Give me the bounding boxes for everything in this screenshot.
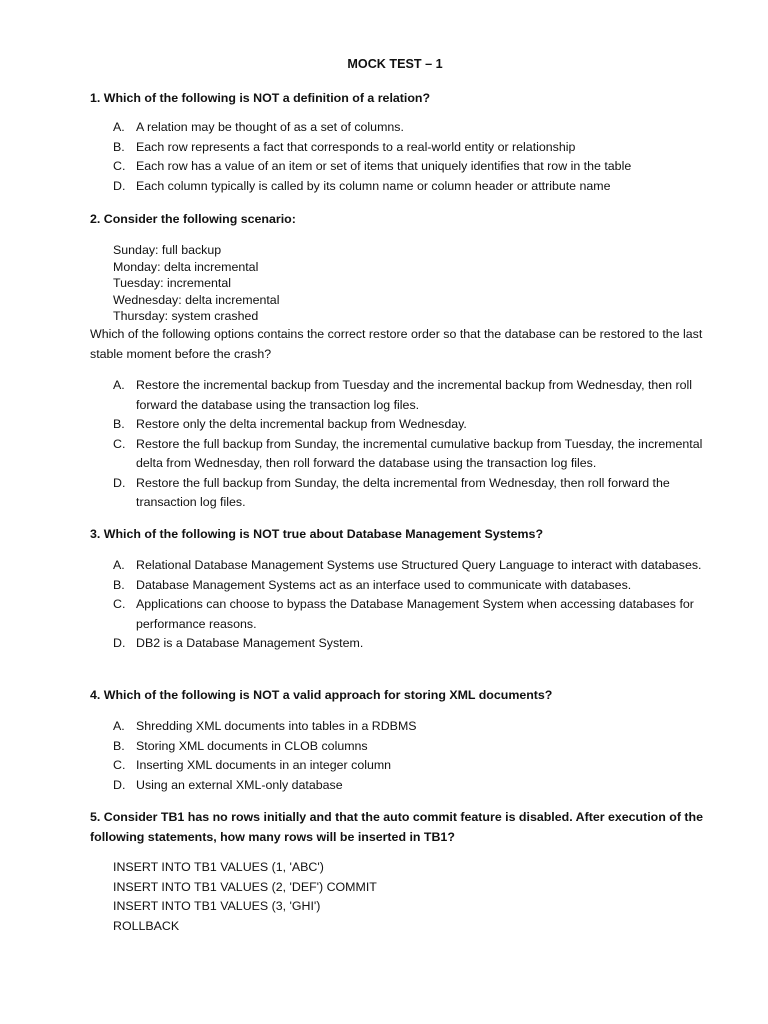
question-5-heading: 5. Consider TB1 has no rows initially and that the auto commit feature is disabled. After execution of the following statements, how many rows will be inserted in TB1? <box>90 810 703 844</box>
question-1-option-c <box>113 157 703 177</box>
question-4-option-c <box>113 756 703 776</box>
page-title: MOCK TEST – 1 <box>347 57 443 71</box>
option-text: Inserting XML documents in an integer column <box>136 758 392 772</box>
question-5-statements <box>113 858 377 936</box>
sql-statement: INSERT INTO TB1 VALUES (1, 'ABC') <box>113 860 324 874</box>
scenario-line: Wednesday: delta incremental <box>113 292 280 307</box>
option-letter: C. <box>113 758 126 772</box>
question-3-option-d <box>113 634 703 654</box>
option-letter: A. <box>113 558 125 572</box>
option-letter: C. <box>113 159 126 173</box>
option-text: Shredding XML documents into tables in a RDBMS <box>136 719 417 733</box>
question-3-heading: 3. Which of the following is NOT true about Database Management Systems? <box>90 527 544 541</box>
option-letter: D. <box>113 777 126 792</box>
question-4-option-a <box>113 717 703 737</box>
scenario-line: Thursday: system crashed <box>113 309 259 323</box>
option-text: A relation may be thought of as a set of columns. <box>136 120 404 134</box>
sql-statement: INSERT INTO TB1 VALUES (3, 'GHI') <box>113 899 321 913</box>
question-2-option-c <box>113 435 703 474</box>
option-text: Restore the incremental backup from Tuesday and the incremental backup from Wednesday, then roll forward the database using the transaction log files. <box>136 378 693 412</box>
question-2-option-d <box>113 474 703 513</box>
option-letter: A. <box>113 719 125 733</box>
option-letter: B. <box>113 738 125 753</box>
option-text: Restore the full backup from Sunday, the delta incremental from Wednesday, then roll forward the transaction log files. <box>136 475 670 509</box>
question-1-option-d <box>113 177 703 197</box>
question-4-options <box>113 717 703 795</box>
question-4-heading: 4. Which of the following is NOT a valid approach for storing XML documents? <box>90 688 553 702</box>
option-text: Applications can choose to bypass the Database Management System when accessing databases for performance reasons. <box>136 597 694 631</box>
option-text: Storing XML documents in CLOB columns <box>136 738 368 753</box>
option-text: Each column typically is called by its column name or column header or attribute name <box>136 178 611 193</box>
option-letter: C. <box>113 436 126 451</box>
option-letter: B. <box>113 417 125 431</box>
option-letter: D. <box>113 636 126 650</box>
option-letter: A. <box>113 120 125 134</box>
question-4-option-d <box>113 776 703 796</box>
option-letter: D. <box>113 475 126 490</box>
question-1-option-b <box>113 138 703 158</box>
question-2-option-b <box>113 415 703 435</box>
question-3-options <box>113 556 703 654</box>
option-text: Database Management Systems act as an interface used to communicate with databases. <box>136 577 632 592</box>
option-text: Restore the full backup from Sunday, the incremental cumulative backup from Tuesday, the incremental delta from Wednesday, then roll forward the database using the transaction log files. <box>136 436 703 470</box>
scenario-line: Tuesday: incremental <box>113 276 231 290</box>
question-4-option-b <box>113 737 703 757</box>
option-text: Each row has a value of an item or set of items that uniquely identifies that row in the table <box>136 159 632 173</box>
question-2-option-a <box>113 376 703 415</box>
option-text: Each row represents a fact that corresponds to a real-world entity or relationship <box>136 139 576 154</box>
scenario-line: Sunday: full backup <box>113 243 222 257</box>
question-2-options <box>113 376 703 513</box>
option-text: Restore only the delta incremental backup from Wednesday. <box>136 417 467 431</box>
option-text: DB2 is a Database Management System. <box>136 636 364 650</box>
option-letter: D. <box>113 178 126 193</box>
question-3-option-b <box>113 576 703 596</box>
option-letter: A. <box>113 378 125 392</box>
scenario-line: Monday: delta incremental <box>113 259 259 274</box>
option-text: Relational Database Management Systems use Structured Query Language to interact with databases. <box>136 558 702 572</box>
option-letter: B. <box>113 577 125 592</box>
question-3-option-c <box>113 595 703 634</box>
question-1-heading: 1. Which of the following is NOT a definition of a relation? <box>90 91 431 105</box>
question-3-option-a <box>113 556 703 576</box>
option-text: Using an external XML-only database <box>136 777 343 792</box>
question-2-prompt: Which of the following options contains the correct restore order so that the database can be restored to the last stable moment before the crash? <box>90 327 703 361</box>
question-1-options <box>113 118 703 196</box>
option-letter: C. <box>113 597 126 611</box>
question-1-option-a <box>113 118 703 138</box>
question-2-scenario <box>113 242 279 325</box>
sql-statement: ROLLBACK <box>113 918 180 933</box>
option-letter: B. <box>113 139 125 154</box>
sql-statement: INSERT INTO TB1 VALUES (2, 'DEF') COMMIT <box>113 879 377 894</box>
question-2-heading: 2. Consider the following scenario: <box>90 212 296 226</box>
